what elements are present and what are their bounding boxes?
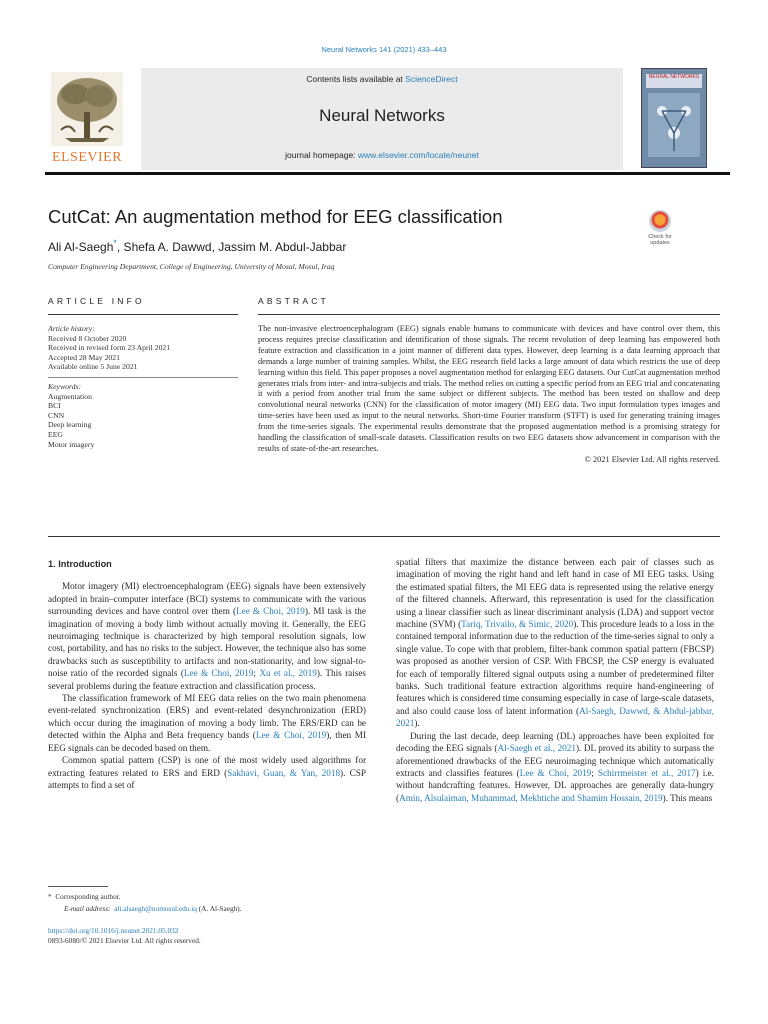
elsevier-logo[interactable] <box>45 72 129 168</box>
history-item: Accepted 28 May 2021 <box>48 352 120 362</box>
keyword[interactable]: Augmentation <box>48 391 92 401</box>
article-info-column <box>48 324 238 449</box>
cover-network-icon <box>648 93 700 157</box>
cover-title: NEURAL NETWORKS <box>646 74 702 88</box>
body-column-right <box>396 556 714 804</box>
info-divider <box>48 377 238 378</box>
keyword[interactable]: BCI <box>48 401 61 411</box>
check-updates-icon <box>649 210 671 232</box>
journal-homepage-link[interactable]: www.elsevier.com/locate/neunet <box>357 150 479 160</box>
doi-link[interactable]: https://doi.org/10.1016/j.neunet.2021.05.032 <box>48 926 179 935</box>
author-list <box>48 238 346 254</box>
history-item: Received in revised form 23 April 2021 <box>48 343 171 353</box>
citation-link[interactable]: Lee & Choi, 2019 <box>519 767 592 778</box>
author-first[interactable]: Ali Al-Saegh <box>48 240 114 254</box>
citation-link[interactable]: Sakhavi, Guan, & Yan, 2018 <box>227 767 341 778</box>
abstract-column <box>258 324 720 466</box>
paragraph: During the last decade, deep learning (DL) approaches have been exploited for decoding the EEG signals (Al-Saegh et al., 2021). DL proved its ability to surpass the aforementioned drawbacks of the EEG neuroimaging technique which automatically extracts and classifies features (Lee & Choi, 2019; Schirrmeister et al., 2017) i.e. without handcrafting features. However, DL approaches are generally data-hungry (Amin, Alsulaiman, Muhammad, Mekhtiche and Shamim Hossain, 2019). This means <box>396 730 715 803</box>
citation-link[interactable]: Al-Saegh et al., 2021 <box>497 743 576 754</box>
contents-prefix: Contents lists available at <box>306 74 406 84</box>
body-rule <box>48 536 720 537</box>
homepage-line <box>141 150 623 160</box>
journal-cover-image[interactable] <box>641 68 707 168</box>
elsevier-wordmark: ELSEVIER <box>51 150 123 165</box>
citation-link[interactable]: Lee & Choi, 2019 <box>255 730 327 741</box>
abstract-copyright: © 2021 Elsevier Ltd. All rights reserved. <box>584 454 720 464</box>
citation-link[interactable]: Tariq, Trivailo, & Simic, 2020 <box>461 619 574 630</box>
masthead-rule <box>45 172 730 175</box>
affiliation: Computer Engineering Department, College of Engineering, University of Mosul, Mosul, Iraq <box>48 262 335 271</box>
email-note: E-mail address: ali.alsaegh@uomosul.edu.iq (A. Al-Saegh). <box>64 904 242 913</box>
paragraph: The classification framework of MI EEG data relies on the two main phenomena event-related synchronization (ERS) and event-related desynchronization (ERD) which occur during the imagination of moving a body limb. The ERS/ERD can be detected within the Alpha and Beta frequency bands (Lee & Choi, 2019), then MI EEG signals can be decoded based on them. <box>48 693 366 753</box>
footnote-rule <box>48 886 108 887</box>
article-info-rule <box>48 314 238 315</box>
keywords-label: Keywords: <box>48 381 82 391</box>
doi-block <box>48 926 201 946</box>
journal-info-box <box>141 68 623 170</box>
abstract-rule <box>258 314 720 315</box>
issn-line: 0893-6080/© 2021 Elsevier Ltd. All rights reserved. <box>48 936 201 945</box>
article-info-heading: ARTICLE INFO <box>48 296 145 306</box>
citation-link[interactable]: Al-Saegh, Dawwd, & Abdul-jabbar, 2021 <box>396 705 714 729</box>
contents-line <box>141 74 623 84</box>
body-column-left <box>48 558 366 791</box>
corresponding-author-mark[interactable]: * <box>113 238 117 248</box>
email-label: E-mail address: <box>64 904 111 913</box>
paragraph: Motor imagery (MI) electroencephalogram (EEG) signals have been extensively adopted in brain–computer interface (BCI) systems to communicate with the various surrounding devices and have control over them (Lee & Choi, 2019). MI task is the imagination of moving a body limb without actually moving it. Generally, the EEG neuroimaging technique is characterized by high temporal resolution signals, low cost, portability, and has no risks to the subject. However, the technique also has some drawbacks such as susceptibility to artifacts and non-stationarity, and low signal-to-noise ratio of the recorded signals (Lee & Choi, 2019; Xu et al., 2019). This raises several problems during the feature extraction and classification process. <box>48 581 366 691</box>
corresponding-author-note: * Corresponding author. <box>48 892 121 901</box>
author-others[interactable]: , Shefa A. Dawwd, Jassim M. Abdul-Jabbar <box>116 240 347 254</box>
check-updates-label: Check for updates <box>648 234 672 246</box>
journal-masthead <box>45 68 730 174</box>
keyword[interactable]: EEG <box>48 429 63 439</box>
history-item: Available online 5 June 2021 <box>48 362 138 372</box>
citation-link[interactable]: Xu et al., 2019 <box>259 668 317 679</box>
abstract-heading: ABSTRACT <box>258 296 329 306</box>
running-head[interactable]: Neural Networks 141 (2021) 433–443 <box>321 45 447 54</box>
section-heading-introduction: 1. Introduction <box>48 559 112 569</box>
keyword[interactable]: Motor imagery <box>48 439 95 449</box>
keyword[interactable]: Deep learning <box>48 420 92 430</box>
author-email-link[interactable]: ali.alsaegh@uomosul.edu.iq <box>114 904 197 913</box>
check-for-updates-button[interactable] <box>640 210 680 254</box>
history-label: Article history: <box>48 324 95 333</box>
citation-link[interactable]: Lee & Choi, 2019 <box>183 668 254 679</box>
paragraph: Common spatial pattern (CSP) is one of the most widely used algorithms for extracting features related to ERS and ERD (Sakhavi, Guan, & Yan, 2018). CSP attempts to find a set of <box>48 755 366 790</box>
citation-link[interactable]: Schirrmeister et al., 2017 <box>597 767 696 778</box>
article-title: CutCat: An augmentation method for EEG classification <box>48 206 503 227</box>
citation-link[interactable]: Lee & Choi, 2019 <box>236 606 305 617</box>
abstract-text: The non-invasive electroencephalogram (EEG) signals enable humans to communicate with devices and have control over them, this process requires precise classification and identification of those signals. The recent revolution of deep learning has empowered both feature extraction and classification in a joint manner of different data types. However, deep learning is a data learning approach that demands a large number of training samples. Whilst, the EEG research field lacks a large amount of data which restricts the use of deep learning within this field. This paper proposes a novel augmentation method for enlarging EEG datasets. Our CutCat augmentation method generates trials from inter- and intra-subjects and trials. The method relies on cutting a specific period from an EEG trial and concatenating it with a period from another trial from the same subject or different subjects. The method has been tested on shallow and deep convolutional neural networks (CNN) for the classification of motor imagery (MI) EEG data. Two input formulation types images and time-series have been used as input to the neural networks. Short-time Fourier transform (STFT) is used for generating training images from the time-series signals. The experimental results demonstrate that the proposed augmentation method is a promising strategy for handling the classification of small-scale datasets. Classification results on two EEG datasets show advancement in comparison with the results of state-of-the-art researches. <box>258 324 720 453</box>
elsevier-tree-icon <box>51 72 123 146</box>
sciencedirect-link[interactable]: ScienceDirect <box>405 74 458 84</box>
homepage-prefix: journal homepage: <box>285 150 358 160</box>
journal-name: Neural Networks <box>319 106 445 125</box>
paragraph: spatial filters that maximize the distance between each pair of classes such as imagination of moving the right hand and left hand in case of MI EEG tasks. Using the estimated spatial filters, the MI EEG data is represented using the relative energy of the filtered channels. Afterward, this representation is used for the classification using a linear classifier such as linear discriminant analysis (LDA) and support vector machine (SVM) (Tariq, Trivailo, & Simic, 2020). This procedure leads to a loss in the contained temporal information due to the reduction of the time-series signal to only a single value. To cope with that problem, filter-bank common spatial pattern (FBCSP) was proposed as another version of CSP. With FBCSP, the CSP energy is evaluated for each of temporally filtered signal outputs using a number of predetermined filter banks. Such traditional feature extraction algorithms require hand-engineering of features which is considered time consuming especially in case of large-scale datasets, and also could cause loss of latent information (Al-Saegh, Dawwd, & Abdul-jabbar, 2021). <box>396 557 714 729</box>
history-item: Received 8 October 2020 <box>48 333 127 343</box>
citation-link[interactable]: Amin, Alsulaiman, Muhammad, Mekhtiche and Shamim Hossain, 2019 <box>399 792 663 803</box>
keyword[interactable]: CNN <box>48 410 65 420</box>
